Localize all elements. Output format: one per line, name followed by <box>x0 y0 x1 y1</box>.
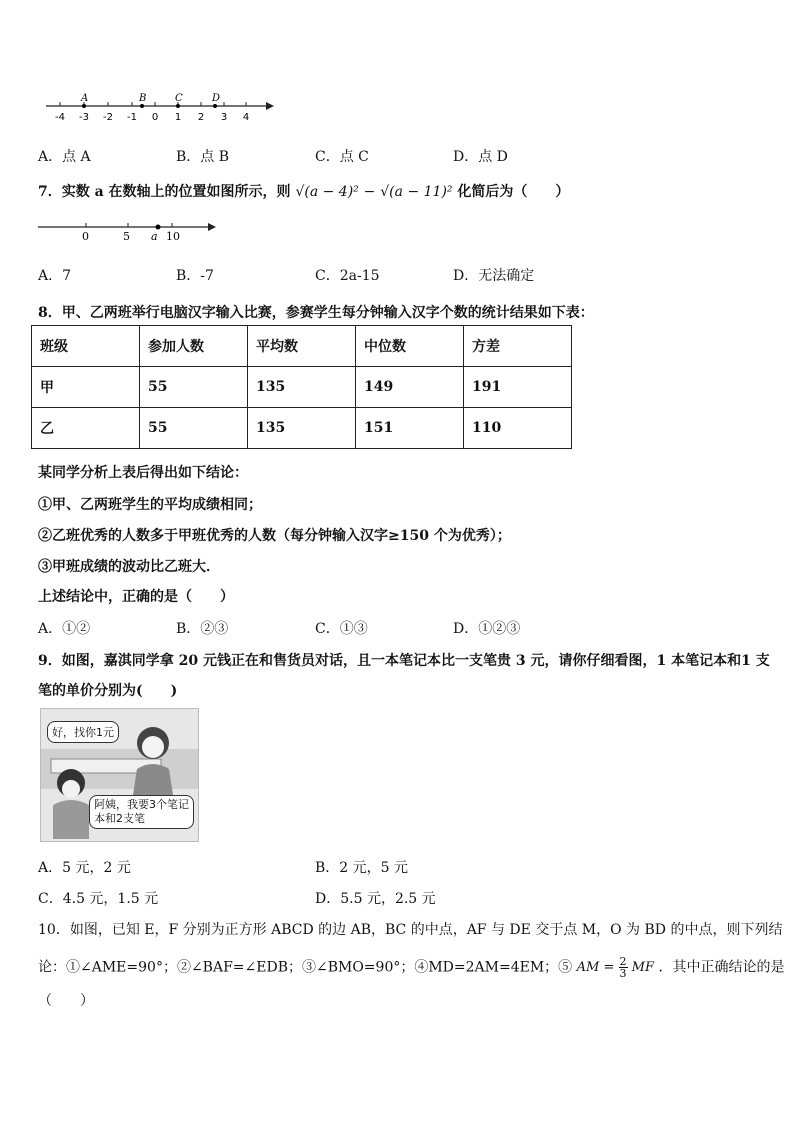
speech-bubble-clerk: 好，找你1元 <box>47 721 119 743</box>
label-d: D <box>212 93 221 104</box>
frac-lhs: AM = <box>576 960 615 975</box>
tick-label: 10 <box>166 230 180 243</box>
point-d <box>213 104 217 108</box>
q9-stem-line2: 笔的单价分别为( ) <box>38 683 178 699</box>
frac <box>619 956 628 979</box>
q7-option-b[interactable]: B．-7 <box>176 268 214 284</box>
q7-stem-a: 7．实数 a 在数轴上的位置如图所示，则 <box>38 184 291 200</box>
q8-stem: 8．甲、乙两班举行电脑汉字输入比赛，参赛学生每分钟输入汉字个数的统计结果如下表： <box>38 305 594 321</box>
table-header: 参加人数 <box>140 326 248 367</box>
frac-rhs: MF <box>631 960 654 975</box>
table-cell: 151 <box>356 408 464 449</box>
bubble-line: 阿姨，我要3个笔记 <box>94 798 189 811</box>
tick-label: 1 <box>174 112 182 123</box>
q10-stem-line2 <box>38 956 784 979</box>
q9-illustration <box>40 708 199 842</box>
label-b: B <box>139 93 147 104</box>
q8-ask: 上述结论中，正确的是（ ） <box>38 589 234 605</box>
q7-minus: − <box>363 184 376 200</box>
q9-option-b[interactable]: B．2 元，5 元 <box>315 860 409 876</box>
q7-expr2: √(a − 11)² <box>380 184 453 200</box>
q9-stem-line1: 9．如图，嘉淇同学拿 20 元钱正在和售货员对话，且一本笔记本比一支笔贵 3 元，请你仔细看图，1 本笔记本和1 支 <box>38 653 770 669</box>
table-header-row <box>32 326 572 367</box>
q8-analysis: 某同学分析上表后得出如下结论： <box>38 465 248 481</box>
table-cell: 135 <box>248 367 356 408</box>
table-cell: 149 <box>356 367 464 408</box>
q8-option-b[interactable]: B．②③ <box>176 621 229 637</box>
tick-label: -1 <box>127 112 137 123</box>
label-c: C <box>175 93 183 104</box>
point-c <box>176 104 180 108</box>
q7-stem-b: 化简后为（ ） <box>457 184 570 200</box>
q6-option-d[interactable]: D．点 D <box>453 149 508 165</box>
q8-option-a[interactable]: A．①② <box>38 621 91 637</box>
tick-label: -3 <box>79 112 89 123</box>
q9-option-d[interactable]: D．5.5 元，2.5 元 <box>315 891 436 907</box>
label-a: a <box>151 230 158 243</box>
q10-stem-2b: ．其中正确结论的是 <box>658 959 785 976</box>
label-a: A <box>81 93 89 104</box>
tick-label: -2 <box>103 112 113 123</box>
table-cell: 110 <box>464 408 572 449</box>
q8-conclusion-3: ③甲班成绩的波动比乙班大． <box>38 559 220 575</box>
q10-ask: （ ） <box>38 993 94 1009</box>
q6-option-c[interactable]: C．点 C <box>315 149 369 165</box>
table-header: 平均数 <box>248 326 356 367</box>
table-row <box>32 367 572 408</box>
tick-label: 3 <box>220 112 228 123</box>
q7-option-a[interactable]: A．7 <box>38 268 72 284</box>
table-cell: 55 <box>140 367 248 408</box>
q6-option-a[interactable]: A．点 A <box>38 149 91 165</box>
table-header: 班级 <box>32 326 140 367</box>
table-header: 中位数 <box>356 326 464 367</box>
tick-label: 0 <box>82 230 89 243</box>
q9-option-a[interactable]: A．5 元，2 元 <box>38 860 131 876</box>
tick-label: 5 <box>123 230 130 243</box>
point-a <box>82 104 86 108</box>
tick-label: 4 <box>242 112 250 123</box>
q8-table <box>31 325 572 449</box>
q8-option-c[interactable]: C．①③ <box>315 621 368 637</box>
tick-label: 0 <box>151 112 159 123</box>
q8-conclusion-2: ②乙班优秀的人数多于甲班优秀的人数（每分钟输入汉字≥150 个为优秀）； <box>38 528 511 544</box>
tick-label: -4 <box>55 112 65 123</box>
q7-number-line <box>36 218 221 244</box>
q9-option-c[interactable]: C．4.5 元，1.5 元 <box>38 891 159 907</box>
q7-expr1: √(a − 4)² <box>295 184 359 200</box>
frac-numerator: 2 <box>619 955 627 968</box>
q7-stem <box>38 181 569 201</box>
table-cell: 55 <box>140 408 248 449</box>
q8-conclusion-1: ①甲、乙两班学生的平均成绩相同； <box>38 497 262 513</box>
table-cell: 191 <box>464 367 572 408</box>
table-cell: 甲 <box>32 367 140 408</box>
q6-number-line <box>38 92 278 126</box>
bubble-line: 本和2支笔 <box>94 812 145 825</box>
q10-stem-2a: 论：①∠AME=90°；②∠BAF=∠EDB；③∠BMO=90°；④MD=2AM=4EM；⑤ <box>38 959 573 976</box>
q8-option-d[interactable]: D．①②③ <box>453 621 521 637</box>
q7-option-c[interactable]: C．2a-15 <box>315 268 380 284</box>
table-cell: 135 <box>248 408 356 449</box>
table-header: 方差 <box>464 326 572 367</box>
q7-option-d[interactable]: D．无法确定 <box>453 268 535 284</box>
point-a <box>156 225 161 230</box>
point-b <box>140 104 144 108</box>
q10-stem-line1: 10．如图，已知 E，F 分别为正方形 ABCD 的边 AB，BC 的中点，AF 与 DE 交于点 M，O 为 BD 的中点，则下列结 <box>38 922 783 938</box>
table-cell: 乙 <box>32 408 140 449</box>
table-row <box>32 408 572 449</box>
tick-label: 2 <box>197 112 205 123</box>
q6-option-b[interactable]: B．点 B <box>176 149 230 165</box>
q10-fraction <box>577 956 654 979</box>
frac-denominator: 3 <box>619 967 627 980</box>
speech-bubble-student <box>89 795 194 829</box>
